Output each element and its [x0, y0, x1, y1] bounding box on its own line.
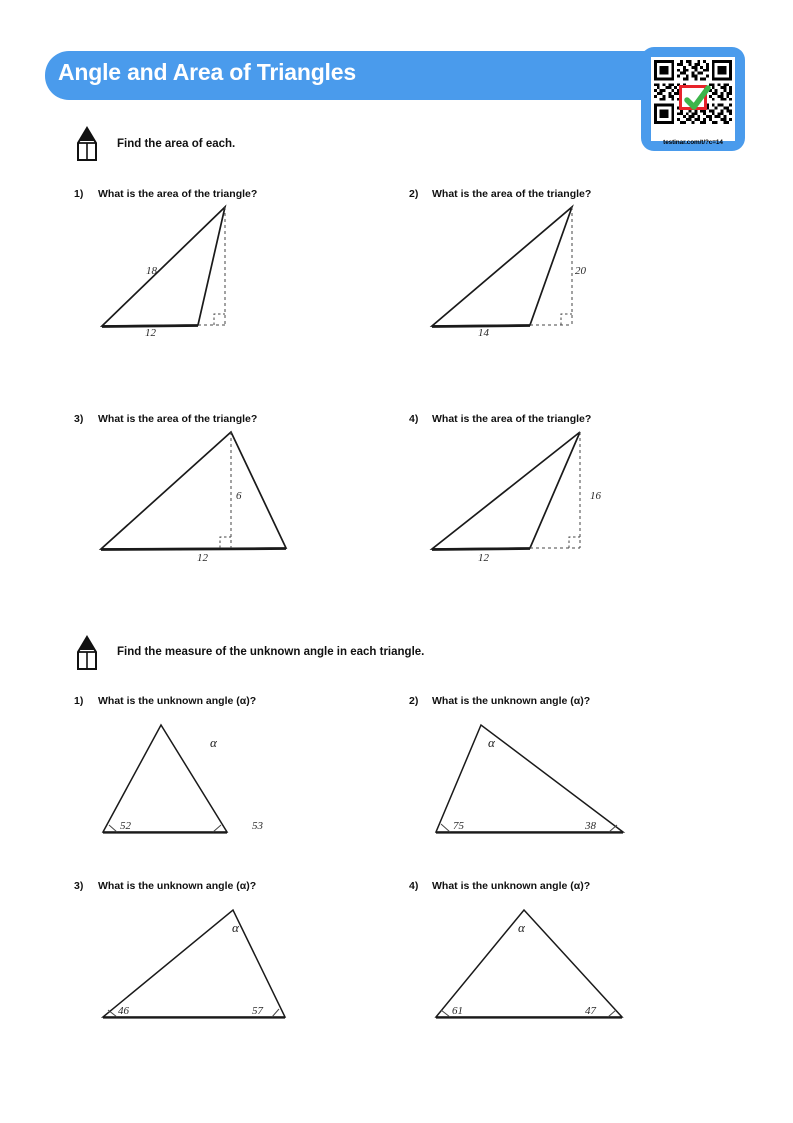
section-heading-area: Find the area of each.: [117, 138, 236, 150]
unknown-angle-label: α: [210, 735, 217, 750]
problem-prompt: What is the area of the triangle?: [432, 413, 592, 425]
triangle-figure: [90, 423, 300, 573]
angle-left-label: 46: [118, 1005, 129, 1017]
angle-right-label: 53: [252, 820, 263, 832]
angle-left-label: 75: [453, 820, 464, 832]
unknown-angle-label: α: [232, 920, 239, 935]
height-label: 6: [236, 490, 242, 502]
problem-number: 2): [409, 695, 419, 707]
problem-prompt: What is the area of the triangle?: [98, 188, 258, 200]
qr-url-label: testinar.com/t/?c=14: [663, 139, 723, 146]
base-label: 14: [478, 327, 489, 339]
angle-right-label: 57: [252, 1005, 263, 1017]
unknown-angle-label: α: [518, 920, 525, 935]
problem-prompt: What is the unknown angle (α)?: [432, 695, 591, 707]
problem-number: 1): [74, 188, 84, 200]
section-heading-angle: Find the measure of the unknown angle in each triangle.: [117, 646, 425, 658]
problem-prompt: What is the unknown angle (α)?: [98, 695, 257, 707]
base-label: 12: [145, 327, 156, 339]
problem-number: 4): [409, 413, 419, 425]
height-label: 16: [590, 490, 601, 502]
page-title: Angle and Area of Triangles: [58, 59, 356, 85]
triangle-figure: [420, 423, 600, 573]
problem-prompt: What is the area of the triangle?: [432, 188, 592, 200]
angle-right-label: 47: [585, 1005, 596, 1017]
problem-number: 3): [74, 413, 84, 425]
base-label: 12: [197, 552, 208, 564]
height-label: 18: [146, 265, 157, 277]
problem-prompt: What is the area of the triangle?: [98, 413, 258, 425]
angle-right-label: 38: [585, 820, 596, 832]
checkmark-icon: [679, 85, 707, 110]
problem-number: 2): [409, 188, 419, 200]
triangle-figure: [90, 198, 265, 348]
problem-number: 1): [74, 695, 84, 707]
pencil-icon: [74, 635, 100, 677]
problem-number: 3): [74, 880, 84, 892]
pencil-icon: [74, 126, 100, 168]
problem-prompt: What is the unknown angle (α)?: [98, 880, 257, 892]
height-label: 20: [575, 265, 586, 277]
problem-prompt: What is the unknown angle (α)?: [432, 880, 591, 892]
angle-left-label: 52: [120, 820, 131, 832]
problem-number: 4): [409, 880, 419, 892]
base-label: 12: [478, 552, 489, 564]
unknown-angle-label: α: [488, 735, 495, 750]
angle-left-label: 61: [452, 1005, 463, 1017]
triangle-figure: [420, 198, 595, 348]
